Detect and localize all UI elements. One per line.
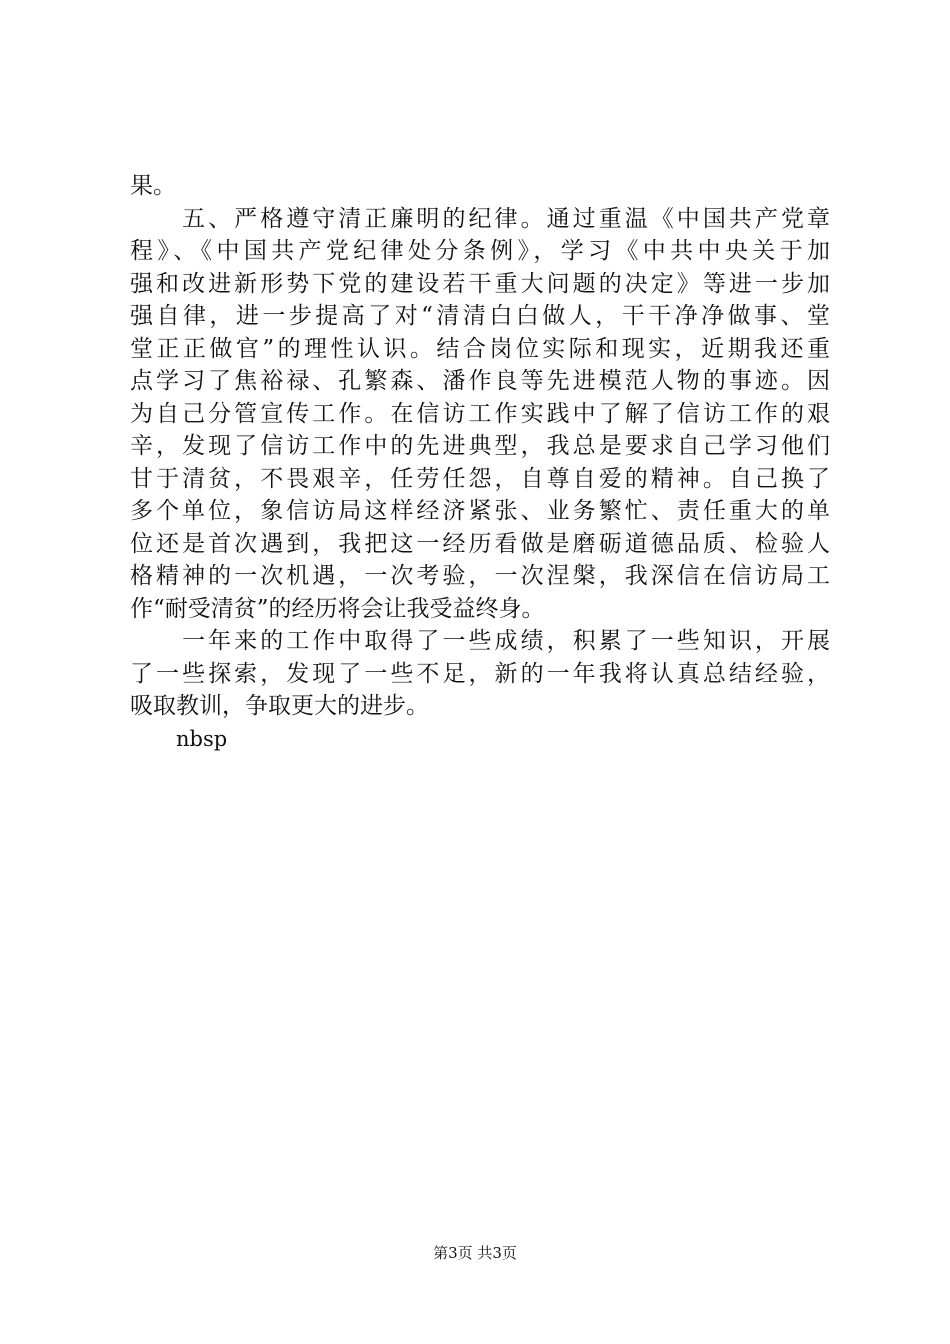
text-line: 为自己分管宣传工作。在信访工作实践中了解了信访工作的艰 bbox=[130, 400, 830, 427]
text-line: 五、严格遵守清正廉明的纪律。通过重温《中国共产党章 bbox=[130, 205, 830, 232]
text-line: 多个单位，象信访局这样经济紧张、业务繁忙、责任重大的单 bbox=[130, 498, 830, 524]
text-line: 程》、《中国共产党纪律处分条例》，学习《中共中央关于加 bbox=[130, 238, 830, 264]
page-indicator: 第3页 共3页 bbox=[433, 1244, 517, 1262]
text-line: 点学习了焦裕禄、孔繁森、潘作良等先进模范人物的事迹。因 bbox=[130, 368, 830, 394]
text-line: 格精神的一次机遇，一次考验，一次涅槃，我深信在信访局工 bbox=[130, 563, 830, 589]
text-line: 一年来的工作中取得了一些成绩，积累了一些知识，开展 bbox=[130, 628, 830, 654]
text-line: 强自律，进一步提高了对“清清白白做人，干干净净做事、堂 bbox=[130, 303, 830, 329]
page-footer bbox=[0, 1242, 950, 1263]
document-body bbox=[130, 170, 830, 755]
text-line: 堂正正做官”的理性认识。结合岗位实际和现实，近期我还重 bbox=[130, 335, 830, 362]
trailing-text: nbsp bbox=[176, 726, 228, 751]
text-line: 甘于清贫，不畏艰辛，任劳任怨，自尊自爱的精神。自己换了 bbox=[130, 465, 830, 492]
text-line: 强和改进新形势下党的建设若干重大问题的决定》等进一步加 bbox=[130, 270, 830, 297]
text-line: 位还是首次遇到，我把这一经历看做是磨砺道德品质、检验人 bbox=[130, 530, 830, 557]
text-line: 辛，发现了信访工作中的先进典型，我总是要求自己学习他们 bbox=[130, 433, 830, 459]
text-line: 作“耐受清贫”的经历将会让我受益终身。 bbox=[130, 595, 545, 622]
text-line: 了一些探索，发现了一些不足，新的一年我将认真总结经验， bbox=[130, 660, 830, 687]
text-line: 吸取教训，争取更大的进步。 bbox=[130, 693, 429, 719]
text-line: 果。 bbox=[130, 173, 176, 199]
